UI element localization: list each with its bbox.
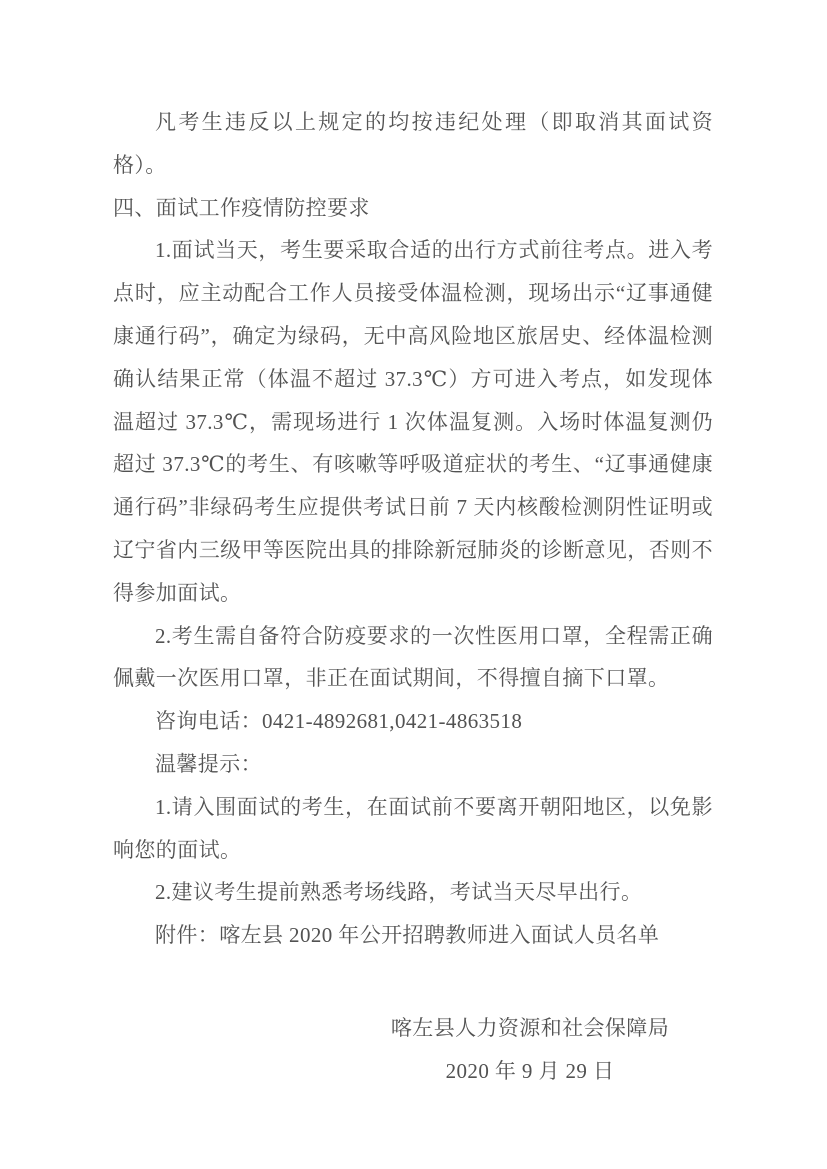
paragraph-violation-notice: 凡考生违反以上规定的均按违纪处理（即取消其面试资格）。: [113, 110, 713, 177]
section-heading-epidemic-control: 四、面试工作疫情防控要求: [113, 195, 370, 220]
paragraph-item-1-temperature-check: 1.面试当天，考生要采取合适的出行方式前往考点。进入考点时，应主动配合工作人员接受体温检测，现场出示“辽事通健康通行码”，确定为绿码，无中高风险地区旅居史、经体温检测确认结果正常（体温不超过 37.3℃）方可进入考点，如发现体温超过 37.3℃，需现场进行 1 次体温复测。入场时体温复测仍超过 37.3℃的考生、有咳嗽等呼吸道症状的考生、“辽事通健康通行码”非绿码考生应提供考试日前 7 天内核酸检测阴性证明或辽宁省内三级甲等医院出具的排除新冠肺炎的诊断意见，否则不得参加面试。: [113, 238, 713, 605]
signature-date: 2020 年 9 月 29 日: [445, 1058, 615, 1083]
signature-block: [355, 1007, 705, 1093]
paragraph-item-2-mask-requirement: 2.考生需自备符合防疫要求的一次性医用口罩，全程需正确佩戴一次医用口罩，非正在面试期间，不得擅自摘下口罩。: [113, 623, 713, 691]
paragraph-tip-1: 1.请入围面试的考生，在面试前不要离开朝阳地区，以免影响您的面试。: [113, 794, 713, 862]
paragraph-phone-numbers: 咨询电话：0421-4892681,0421-4863518: [155, 709, 523, 734]
paragraph-tips-heading: 温馨提示：: [155, 751, 262, 776]
paragraph-tip-2: 2.建议考生提前熟悉考场线路，考试当天尽早出行。: [155, 880, 643, 905]
paragraph-attachment: 附件：喀左县 2020 年公开招聘教师进入面试人员名单: [155, 923, 660, 948]
signature-organization: 喀左县人力资源和社会保障局: [390, 1015, 670, 1040]
